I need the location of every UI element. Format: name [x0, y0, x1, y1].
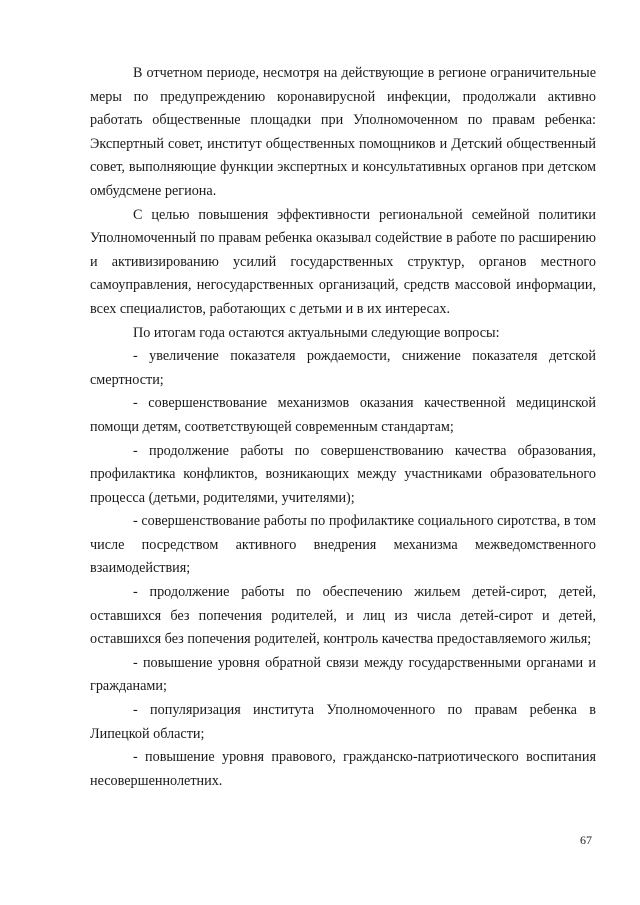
paragraph-public-platforms: В отчетном периоде, несмотря на действующие в регионе ограничительные меры по предупреждению коронавирусной инфекции, продолжали активно работать общественные площадки при Уполномоченном по правам ребенка: Экспертный совет, институт общественных помощников и Детский общественный совет, выполняющие функции экспертных и консультативных органов при детском омбудсмене региона.: [90, 65, 596, 199]
document-page: [90, 62, 596, 793]
list-item-feedback: - повышение уровня обратной связи между государственными органами и гражданами;: [90, 654, 596, 695]
list-item-legal-education: - повышение уровня правового, гражданско-патриотического воспитания несовершеннолетних.: [90, 749, 596, 789]
paragraph-family-policy: С целью повышения эффективности региональной семейной политики Уполномоченный по правам ребенка оказывал содействие в работе по расширению и активизированию усилий государственных структур, органов местного самоуправления, негосударственных организаций, средств массовой информации, всех специалистов, работающих с детьми и в их интересах.: [90, 206, 596, 317]
paragraph-issues-intro: По итогам года остаются актуальными следующие вопросы:: [133, 324, 500, 341]
list-item-social-orphanhood: - совершенствование работы по профилактике социального сиротства, в том числе посредством активного внедрения механизма межведомственного взаимодействия;: [90, 513, 596, 577]
list-item-birth-rate: - увеличение показателя рождаемости, снижение показателя детской смертности;: [90, 348, 596, 388]
list-item-education-quality: - продолжение работы по совершенствованию качества образования, профилактика конфликтов, возникающих между участниками образовательного процесса (детьми, родителями, учителями);: [90, 442, 596, 506]
list-item-medical-care: - совершенствование механизмов оказания качественной медицинской помощи детям, соответствующей современным стандартам;: [90, 395, 596, 435]
list-item-orphan-housing: - продолжение работы по обеспечению жильем детей-сирот, детей, оставшихся без попечения родителей, и лиц из числа детей-сирот и детей, оставшихся без попечения родителей, контроль качества предоставляемого жилья;: [90, 584, 596, 648]
list-item-ombudsman-popularization: - популяризация института Уполномоченного по правам ребенка в Липецкой области;: [90, 702, 596, 742]
page-number: 67: [580, 833, 592, 847]
